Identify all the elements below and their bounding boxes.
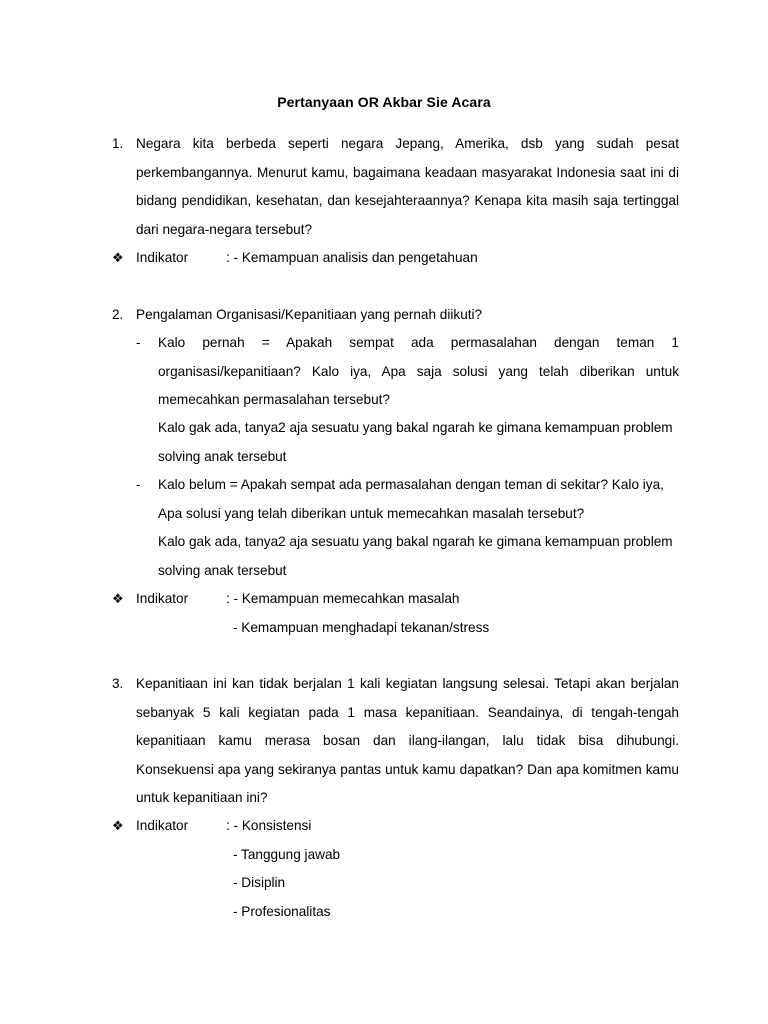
q1-number: 1.	[112, 136, 124, 151]
q2-sub1-line-4: Kalo gak ada, tanya2 aja sesuatu yang bakal ngarah ke gimana kemampuan problem	[158, 420, 673, 435]
q2-sub1-line-3: memecahkan permasalahan tersebut?	[158, 392, 390, 407]
q3-bullet-icon: ❖	[112, 818, 124, 833]
q2-number: 2.	[112, 307, 124, 322]
q2-sub2-line-2: Apa solusi yang telah diberikan untuk memecahkan masalah tersebut?	[158, 506, 585, 521]
q3-number: 3.	[112, 676, 124, 691]
q2-sub1-line-2: organisasi/kepanitiaan? Kalo iya, Apa saja solusi yang telah diberikan untuk	[158, 364, 679, 379]
q3-indicator-3: - Disiplin	[233, 875, 286, 890]
q2-sub1-dash: -	[136, 335, 141, 350]
q1-line-1: Negara kita berbeda seperti negara Jepang, Amerika, dsb yang sudah pesat	[136, 136, 679, 151]
q3-line-1: Kepanitiaan ini kan tidak berjalan 1 kali kegiatan langsung selesai. Tetapi akan berjalan	[136, 676, 679, 691]
q2-sub1-line-5: solving anak tersebut	[158, 449, 287, 464]
q1-line-3: bidang pendidikan, kesehatan, dan kesejahteraannya? Kenapa kita masih saja tertinggal	[136, 193, 679, 208]
q3-indicator-1: : - Konsistensi	[226, 818, 312, 833]
q3-line-2: sebanyak 5 kali kegiatan pada 1 masa kepanitiaan. Seandainya, di tengah-tengah	[136, 705, 679, 720]
q3-indicator-2: - Tanggung jawab	[233, 847, 341, 862]
q2-bullet-icon: ❖	[112, 591, 124, 606]
q2-indicator-1: : - Kemampuan memecahkan masalah	[226, 591, 460, 606]
q1-line-4: dari negara-negara tersebut?	[136, 222, 313, 237]
q1-indicator-1: : - Kemampuan analisis dan pengetahuan	[226, 250, 478, 265]
q3-line-4: Konsekuensi apa yang sekiranya pantas untuk kamu dapatkan? Dan apa komitmen kamu	[136, 762, 679, 777]
q1-indicator-label: Indikator	[136, 250, 189, 265]
q3-line-3: kepanitiaan kamu merasa bosan dan ilang-ilangan, lalu tidak bisa dihubungi.	[136, 733, 679, 748]
document-title: Pertanyaan OR Akbar Sie Acara	[277, 94, 491, 110]
q2-sub2-line-3: Kalo gak ada, tanya2 aja sesuatu yang bakal ngarah ke gimana kemampuan problem	[158, 534, 673, 549]
q2-sub1-line-1: Kalo pernah = Apakah sempat ada permasalahan dengan teman 1	[158, 335, 679, 350]
q3-indicator-4: - Profesionalitas	[233, 904, 331, 919]
q2-sub2-dash: -	[136, 477, 141, 492]
q1-bullet-icon: ❖	[112, 250, 124, 265]
q2-line-1: Pengalaman Organisasi/Kepanitiaan yang pernah diikuti?	[136, 307, 483, 322]
q2-indicator-2: - Kemampuan menghadapi tekanan/stress	[233, 620, 490, 635]
q2-sub2-line-4: solving anak tersebut	[158, 563, 287, 578]
q2-sub2-line-1: Kalo belum = Apakah sempat ada permasalahan dengan teman di sekitar? Kalo iya,	[158, 477, 664, 492]
q3-line-5: untuk kepanitiaan ini?	[136, 790, 268, 805]
q2-indicator-label: Indikator	[136, 591, 189, 606]
q1-line-2: perkembangannya. Menurut kamu, bagaimana keadaan masyarakat Indonesia saat ini di	[136, 165, 679, 180]
q3-indicator-label: Indikator	[136, 818, 189, 833]
